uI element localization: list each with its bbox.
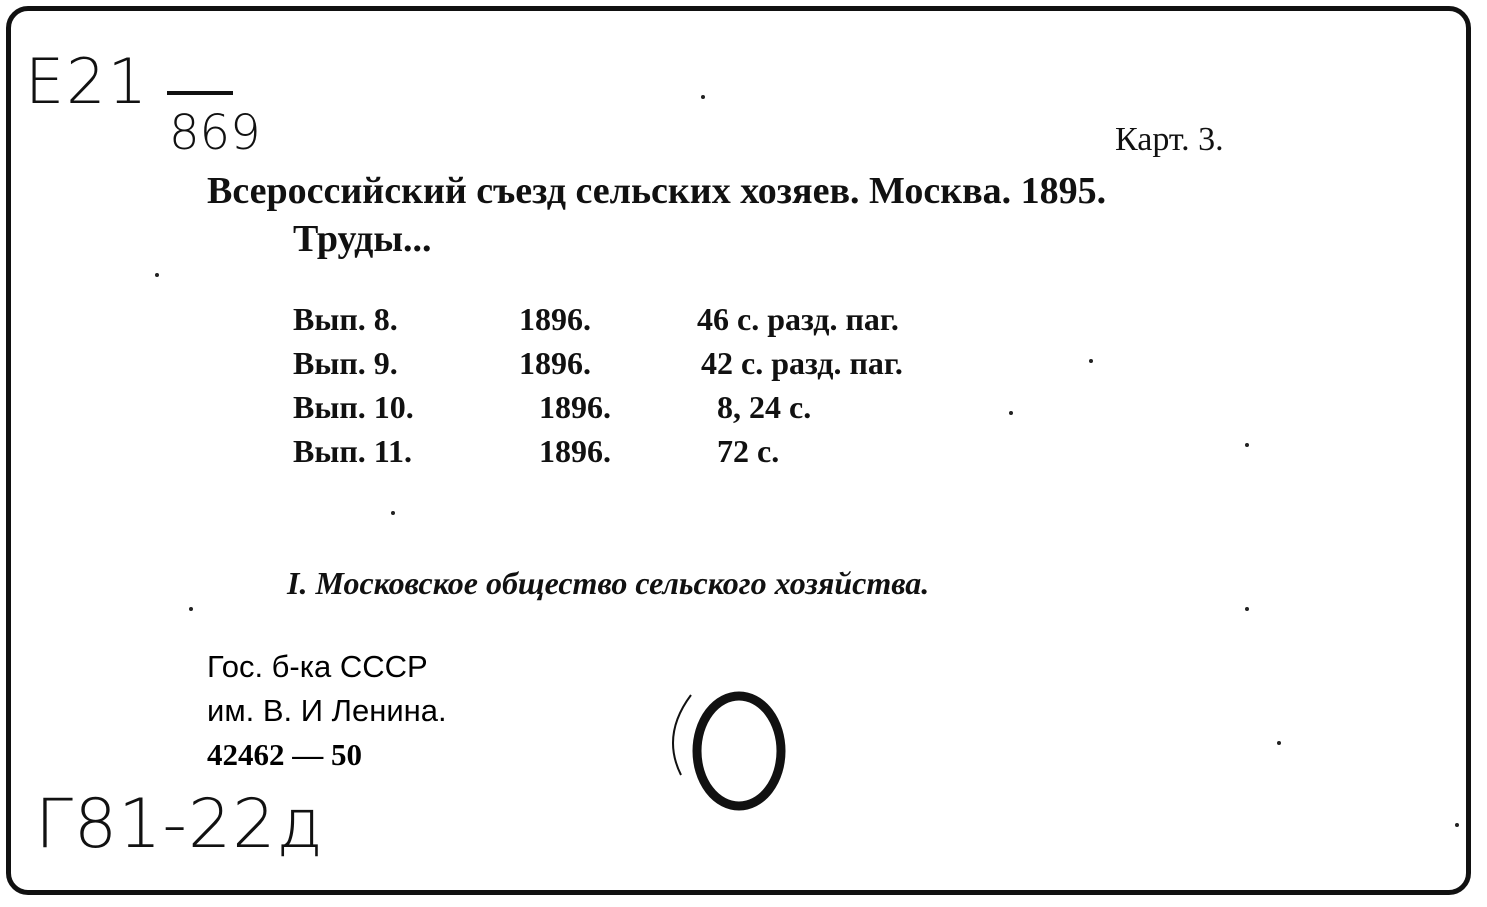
library-name-continued: им. В. И Ленина.: [207, 693, 447, 728]
speck: [1455, 823, 1459, 827]
speck: [1089, 359, 1093, 363]
issue-pages: 42 с. разд. паг.: [701, 345, 903, 381]
issue-number: Вып. 10.: [293, 389, 414, 425]
speck: [1009, 411, 1013, 415]
issue-number: Вып. 9.: [293, 345, 398, 381]
call-number-top: E21: [25, 45, 150, 118]
issue-pages: 8, 24 с.: [717, 389, 812, 425]
catalog-card: [6, 6, 1471, 895]
library-name: Гос. б-ка СССР: [207, 649, 428, 684]
speck: [701, 95, 705, 99]
call-number-bottom: Г81-22д: [35, 785, 324, 864]
card-number: Карт. 3.: [1115, 121, 1224, 158]
speck: [1245, 607, 1249, 611]
call-number-sub: 869: [169, 105, 261, 161]
library-print-number: 42462 — 50: [207, 737, 362, 772]
punch-hole-mark: [651, 675, 801, 825]
speck: [189, 607, 193, 611]
call-number-divider: [167, 91, 233, 95]
issue-number: Вып. 11.: [293, 433, 412, 469]
issue-pages: 72 с.: [717, 433, 780, 469]
issue-year: 1896.: [519, 301, 591, 337]
subject-tracing: I. Московское общество сельского хозяйства.: [287, 565, 930, 601]
issue-year: 1896.: [539, 389, 611, 425]
punch-hole-ring: [697, 696, 781, 806]
punch-hole-shadow: [673, 695, 691, 775]
speck: [391, 511, 395, 515]
card-title: Всероссийский съезд сельских хозяев. Москва. 1895.: [207, 170, 1107, 212]
issue-pages: 46 с. разд. паг.: [697, 301, 899, 337]
speck: [1277, 741, 1281, 745]
speck: [155, 273, 159, 277]
issue-year: 1896.: [519, 345, 591, 381]
card-title-continued: Труды...: [293, 218, 432, 260]
issue-year: 1896.: [539, 433, 611, 469]
speck: [1245, 443, 1249, 447]
issue-number: Вып. 8.: [293, 301, 398, 337]
